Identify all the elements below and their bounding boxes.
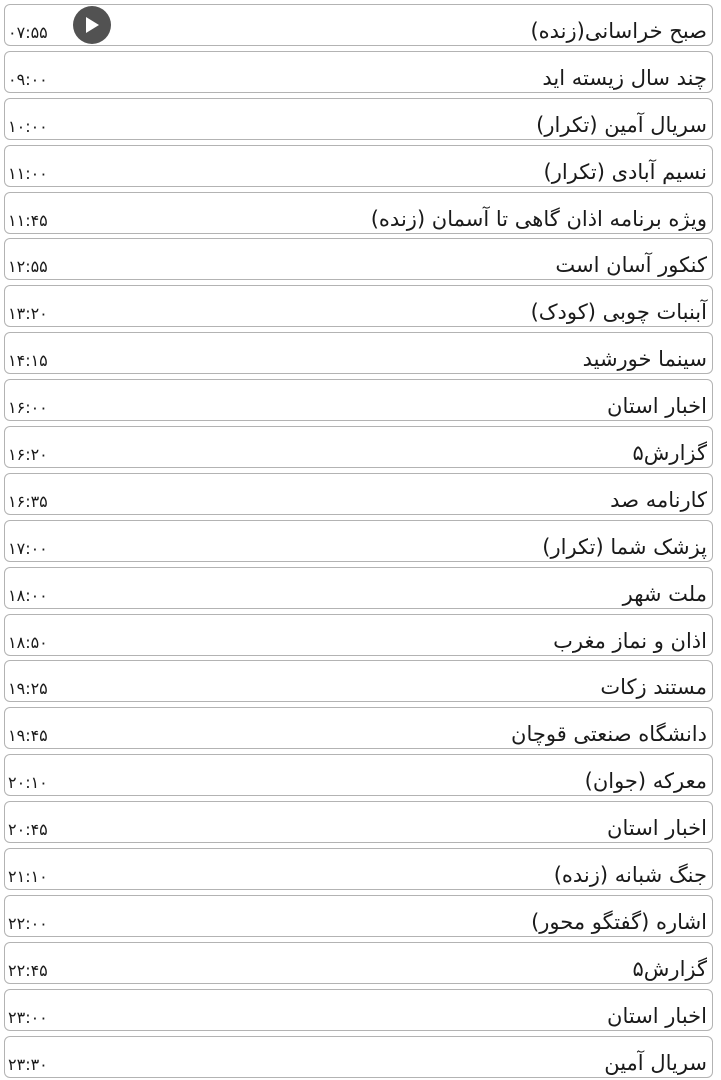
program-time: ۰۷:۵۵ [8, 23, 48, 42]
program-title: اخبار استان [607, 1003, 707, 1028]
program-row[interactable] [4, 238, 713, 280]
program-row[interactable] [4, 426, 713, 468]
program-title: کنکور آسان است [555, 253, 707, 278]
program-title: ویژه برنامه اذان گاهی تا آسمان (زنده) [370, 206, 707, 231]
program-row[interactable] [4, 848, 713, 890]
program-title: اخبار استان [607, 394, 707, 419]
program-time: ۲۲:۴۵ [8, 960, 48, 980]
program-row[interactable] [4, 707, 713, 749]
program-time: ۲۲:۰۰ [8, 913, 48, 933]
program-title: کارنامه صد [610, 487, 707, 512]
program-time: ۱۶:۰۰ [8, 398, 48, 418]
program-time: ۱۸:۰۰ [8, 585, 48, 605]
program-title: سینما خورشید [582, 347, 707, 372]
program-time: ۱۰:۰۰ [8, 116, 48, 136]
program-title: پزشک شما (تکرار) [542, 534, 707, 559]
program-row[interactable] [4, 285, 713, 327]
program-row[interactable] [4, 332, 713, 374]
program-time: ۲۰:۱۰ [8, 773, 48, 793]
program-time: ۱۶:۲۰ [8, 445, 48, 465]
program-title: چند سال زیسته اید [542, 65, 707, 90]
program-time: ۱۳:۲۰ [8, 304, 48, 324]
program-row[interactable] [4, 895, 713, 937]
program-row[interactable] [4, 989, 713, 1031]
program-row[interactable] [4, 660, 713, 702]
program-row[interactable] [4, 567, 713, 609]
program-title: مستند زکات [600, 675, 707, 700]
program-title: جنگ شبانه (زنده) [553, 863, 707, 888]
program-time: ۰۹:۰۰ [8, 69, 48, 89]
program-time: ۲۱:۱۰ [8, 867, 48, 887]
program-time: ۱۴:۱۵ [8, 351, 48, 371]
program-title: صبح خراسانی(زنده) [530, 19, 707, 43]
program-time: ۲۰:۴۵ [8, 820, 48, 840]
program-time: ۱۱:۴۵ [8, 210, 48, 230]
program-row[interactable] [4, 520, 713, 562]
program-row[interactable] [4, 1036, 713, 1078]
program-row[interactable] [4, 379, 713, 421]
program-time: ۱۷:۰۰ [8, 538, 48, 558]
program-time: ۱۹:۴۵ [8, 726, 48, 746]
program-title: دانشگاه صنعتی قوچان [511, 722, 707, 747]
program-time: ۱۹:۲۵ [8, 679, 48, 699]
play-icon [84, 16, 100, 34]
program-time: ۲۳:۳۰ [8, 1054, 48, 1074]
program-title: سریال آمین (تکرار) [536, 112, 707, 137]
program-row[interactable] [4, 98, 713, 140]
program-row[interactable] [4, 4, 713, 46]
program-row[interactable] [4, 145, 713, 187]
program-title: ملت شهر [622, 581, 707, 606]
program-title: اشاره (گفتگو محور) [531, 909, 707, 934]
program-title: گزارش۵ [632, 956, 707, 981]
program-title: آبنبات چوبی (کودک) [530, 300, 707, 325]
program-row[interactable] [4, 614, 713, 656]
program-time: ۱۶:۳۵ [8, 491, 48, 511]
program-time: ۱۱:۰۰ [8, 163, 48, 183]
program-time: ۱۲:۵۵ [8, 257, 48, 277]
program-title: اخبار استان [607, 816, 707, 841]
program-row[interactable] [4, 754, 713, 796]
program-row[interactable] [4, 801, 713, 843]
program-time: ۱۸:۵۰ [8, 632, 48, 652]
program-row[interactable] [4, 192, 713, 234]
play-button[interactable] [73, 6, 111, 44]
program-row[interactable] [4, 51, 713, 93]
program-title: اذان و نماز مغرب [553, 628, 707, 653]
program-title: سریال آمین [604, 1050, 707, 1075]
program-row[interactable] [4, 942, 713, 984]
program-title: نسیم آبادی (تکرار) [543, 159, 707, 184]
program-time: ۲۳:۰۰ [8, 1007, 48, 1027]
program-title: معرکه (جوان) [584, 769, 707, 794]
program-row[interactable] [4, 473, 713, 515]
program-title: گزارش۵ [632, 441, 707, 466]
